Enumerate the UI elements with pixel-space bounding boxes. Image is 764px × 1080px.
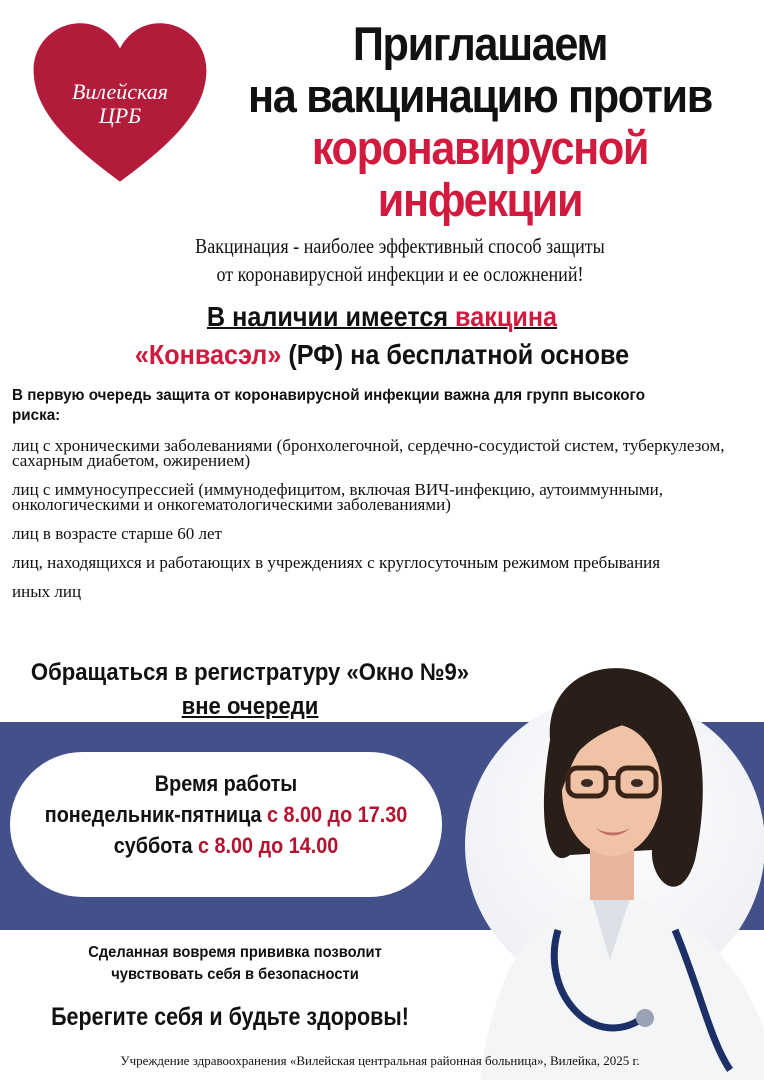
working-hours [32,768,421,861]
risk-groups-list [12,438,732,613]
logo-line2: ЦРБ [98,103,142,128]
weekday-time: с 8.00 до 17.30 [266,802,408,827]
list-item: иных лиц [12,582,82,601]
hours-title: Время работы [154,771,298,796]
hours-saturday [32,830,421,861]
risk-intro: В первую очередь защита от коронавирусной инфекции важна для групп высокого риска: [12,387,645,424]
subtitle-line2: от коронавирусной инфекции и ее осложнений! [216,262,584,286]
contact-info [29,656,471,724]
title-line1: Приглашаем [352,17,608,70]
note-line1: Сделанная вовремя прививка позволит [88,944,382,961]
note-line2: чувствовать себя в безопасности [111,966,359,983]
doctor-photo [440,630,764,1080]
list-item: лиц с иммуносупрессией (иммунодефицитом, включая ВИЧ-инфекцию, аутоиммунными, онкологическими и онкогематологическими заболеваниями) [12,480,664,514]
hours-weekday [32,799,421,830]
list-item: лиц с хроническими заболеваниями (бронхолегочной, сердечно-сосудистой систем, туберкулезом, сахарным диабетом, ожирением) [12,436,725,470]
slogan: Берегите себя и будьте здоровы! [51,1003,409,1031]
logo-text [40,80,200,128]
title-line2: на вакцинацию против [248,69,712,122]
title-line4: инфекции [377,173,583,226]
logo-line1: Вилейская [71,79,169,104]
offer-part2-red: «Конвасэл» [134,339,282,370]
contact-line1: Обращаться в регистратуру «Окно №9» [30,659,470,686]
list-item: лиц в возрасте старше 60 лет [12,524,222,543]
vaccine-offer [38,298,726,374]
offer-line2 [38,336,726,374]
weekday-label: понедельник-пятница [44,802,267,827]
contact-line2: вне очереди [181,693,319,720]
offer-part2: (РФ) на бесплатной основе [281,339,630,370]
offer-part1: В наличии имеется [206,301,456,332]
page-title [222,18,737,226]
subtitle [142,232,658,288]
saturday-time: с 8.00 до 14.00 [198,833,339,858]
offer-line1 [38,298,726,336]
subtitle-line1: Вакцинация - наиболее эффективный способ защиты [195,234,605,258]
list-item: лиц, находящихся и работающих в учреждениях с круглосуточным режимом пребывания [12,553,661,572]
title-line3: коронавирусной [311,121,649,174]
organization-footer: Учреждение здравоохранения «Вилейская центральная районная больница», Вилейка, 2025 г. [120,1053,640,1068]
saturday-label: суббота [113,833,199,858]
offer-part1-red: вакцина [455,301,558,332]
vaccination-note [37,942,433,986]
